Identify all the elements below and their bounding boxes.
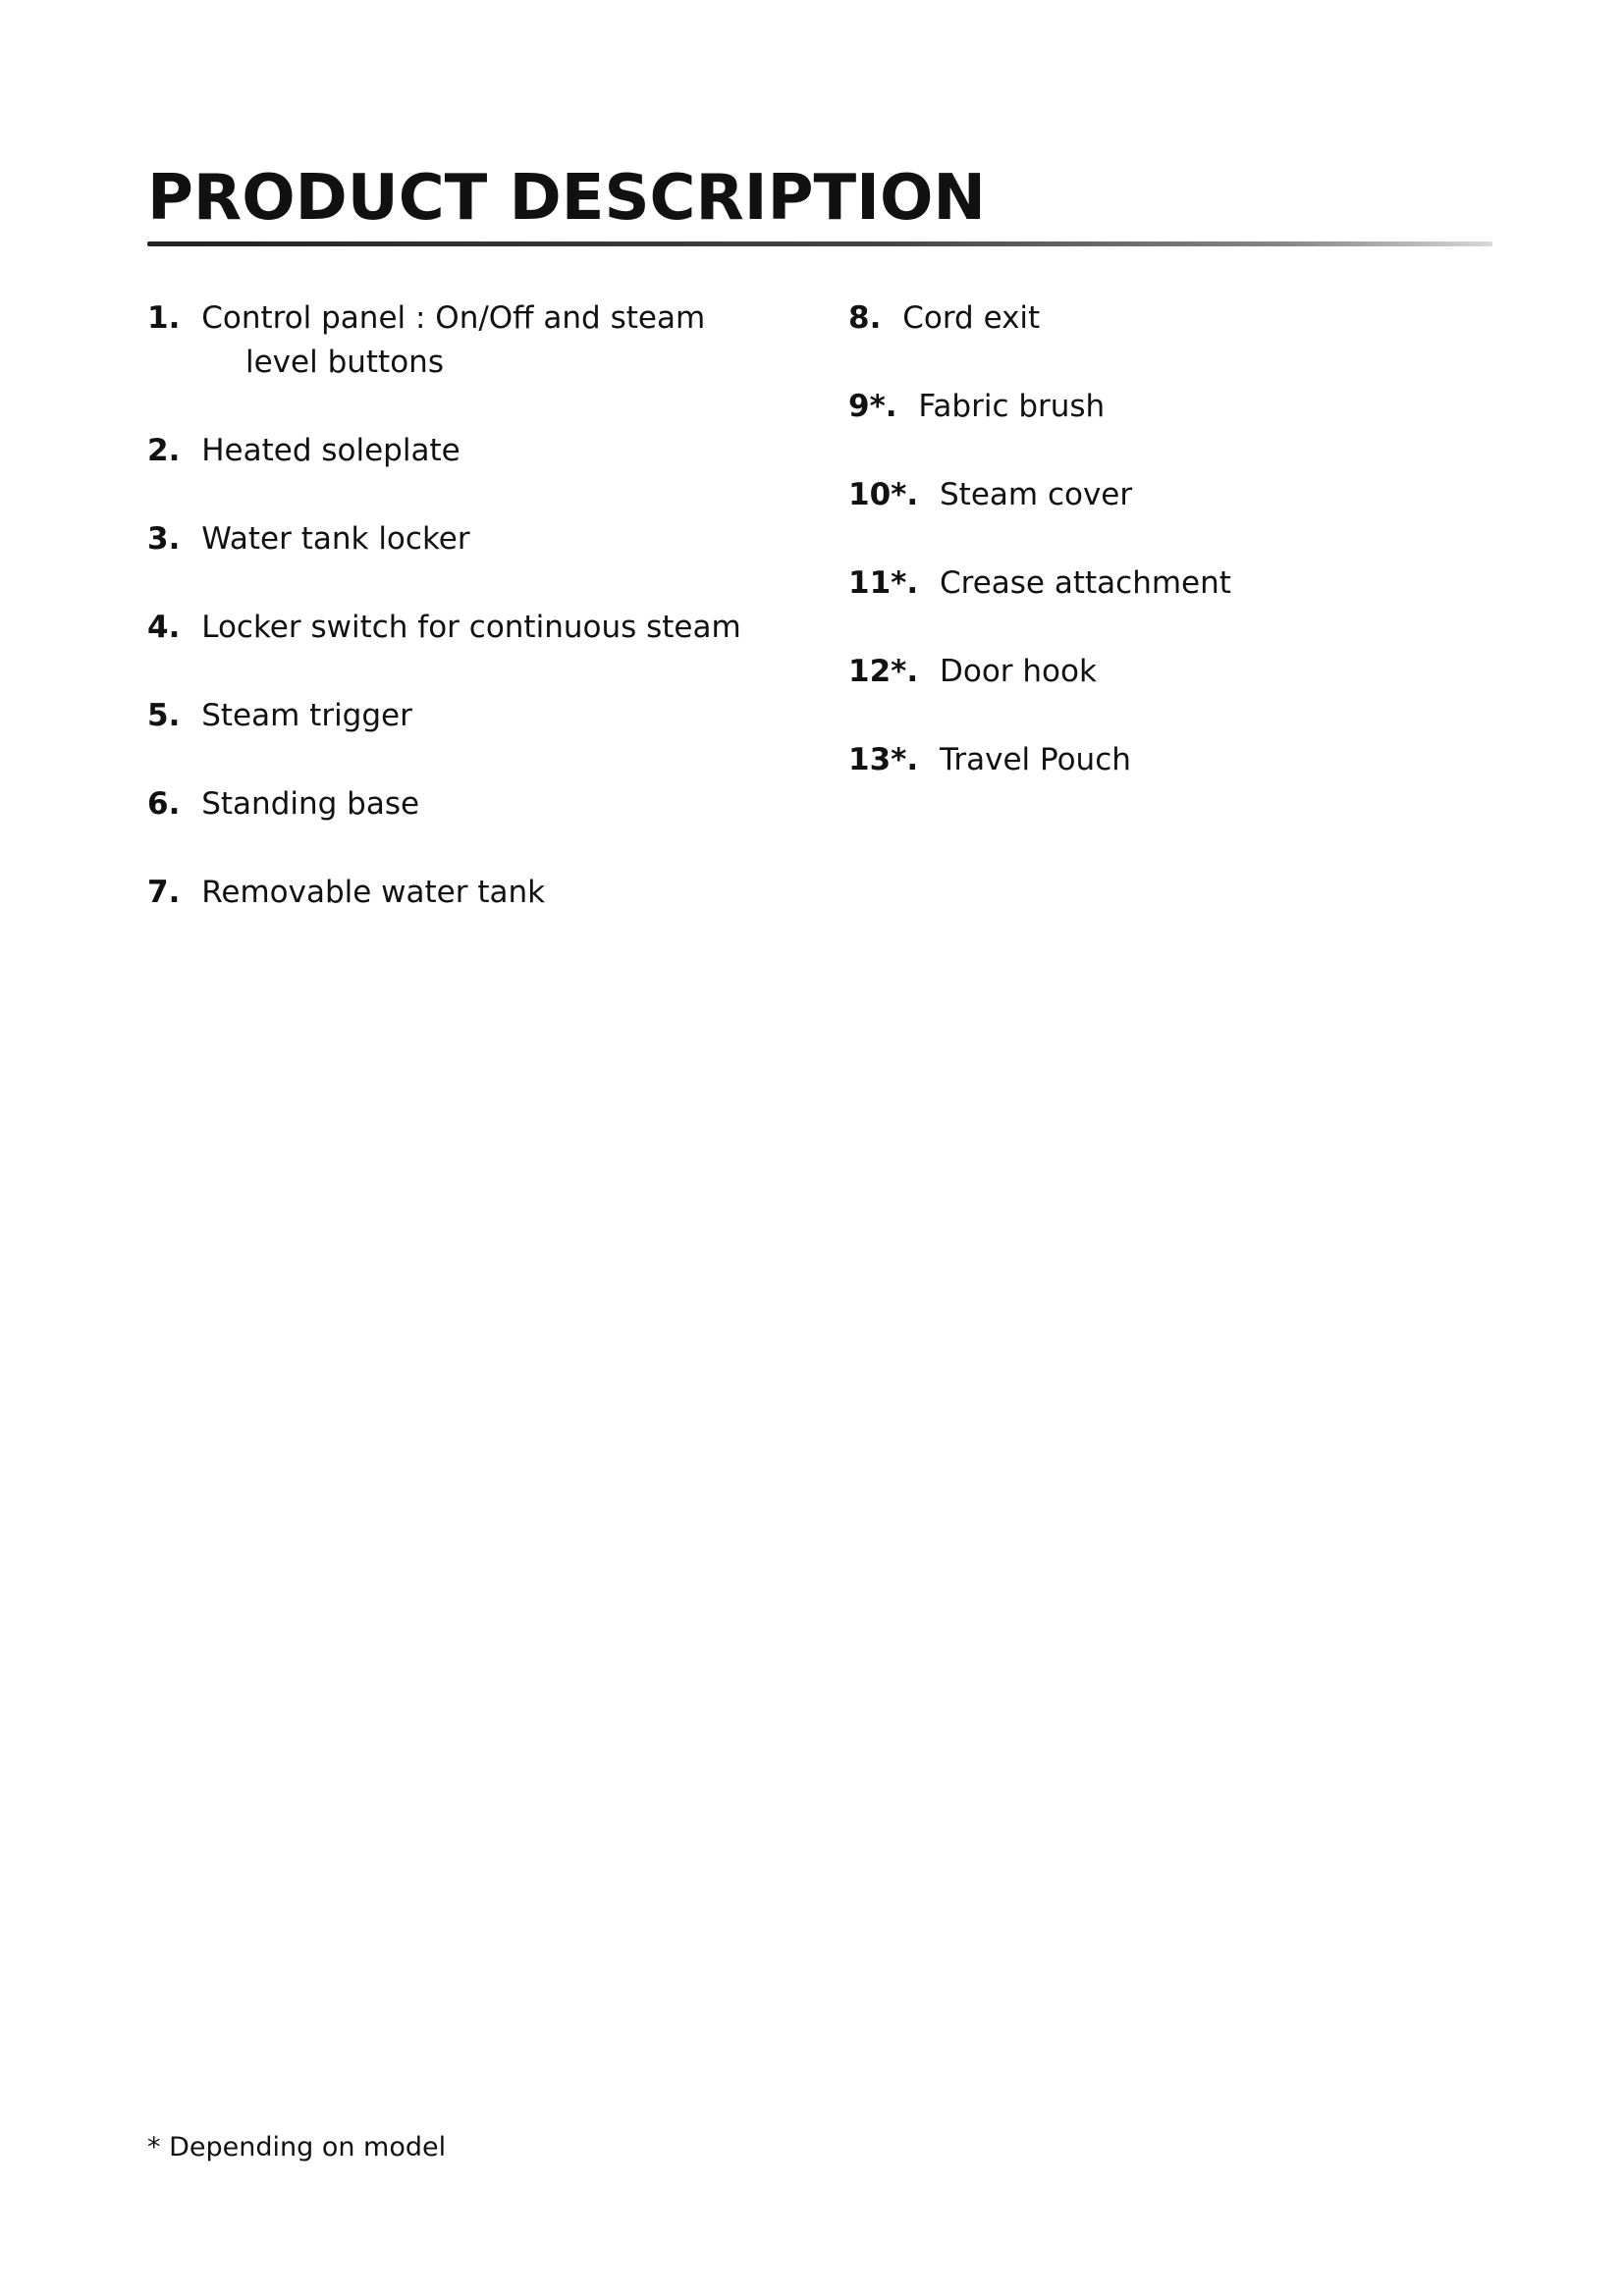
- list-item: [147, 782, 776, 827]
- item-label: Cord exit: [902, 300, 1041, 336]
- item-number: 9*.: [848, 389, 897, 424]
- item-label: Travel Pouch: [940, 742, 1131, 777]
- list-item: [848, 296, 1477, 341]
- item-number: 10*.: [848, 477, 919, 512]
- item-number: 8.: [848, 300, 882, 336]
- item-label-continuation: level buttons: [245, 345, 444, 380]
- list-item: [147, 694, 776, 738]
- item-number: 5.: [147, 698, 181, 733]
- title-divider: [147, 241, 1492, 246]
- item-number: 13*.: [848, 742, 919, 777]
- parts-list-left: [147, 296, 776, 959]
- item-label: Steam trigger: [201, 698, 412, 733]
- list-item: [848, 385, 1477, 429]
- page-title: PRODUCT DESCRIPTION: [147, 162, 986, 235]
- item-label: Locker switch for continuous steam: [201, 610, 741, 645]
- list-item: [848, 650, 1477, 694]
- list-item: [848, 738, 1477, 782]
- item-number: 12*.: [848, 654, 919, 689]
- item-number: 3.: [147, 521, 181, 557]
- item-number: 6.: [147, 786, 181, 822]
- item-label: Standing base: [201, 786, 420, 822]
- list-item: [848, 561, 1477, 606]
- list-item: [147, 871, 776, 915]
- list-item: [147, 517, 776, 561]
- item-label: Control panel : On/Off and steam: [201, 300, 706, 336]
- item-number: 11*.: [848, 565, 919, 601]
- item-label: Door hook: [940, 654, 1097, 689]
- item-number: 1.: [147, 300, 181, 336]
- list-item: [848, 473, 1477, 517]
- item-label: Steam cover: [940, 477, 1133, 512]
- item-number: 7.: [147, 875, 181, 910]
- parts-list-right: [848, 296, 1477, 827]
- item-label: Fabric brush: [918, 389, 1106, 424]
- item-label: Crease attachment: [940, 565, 1231, 601]
- list-item: [147, 606, 776, 650]
- item-label: Water tank locker: [201, 521, 470, 557]
- item-number: 2.: [147, 433, 181, 468]
- list-item: [147, 296, 776, 385]
- item-label: Removable water tank: [201, 875, 546, 910]
- list-item: [147, 429, 776, 473]
- item-label: Heated soleplate: [201, 433, 460, 468]
- footnote: * Depending on model: [147, 2132, 447, 2163]
- item-number: 4.: [147, 610, 181, 645]
